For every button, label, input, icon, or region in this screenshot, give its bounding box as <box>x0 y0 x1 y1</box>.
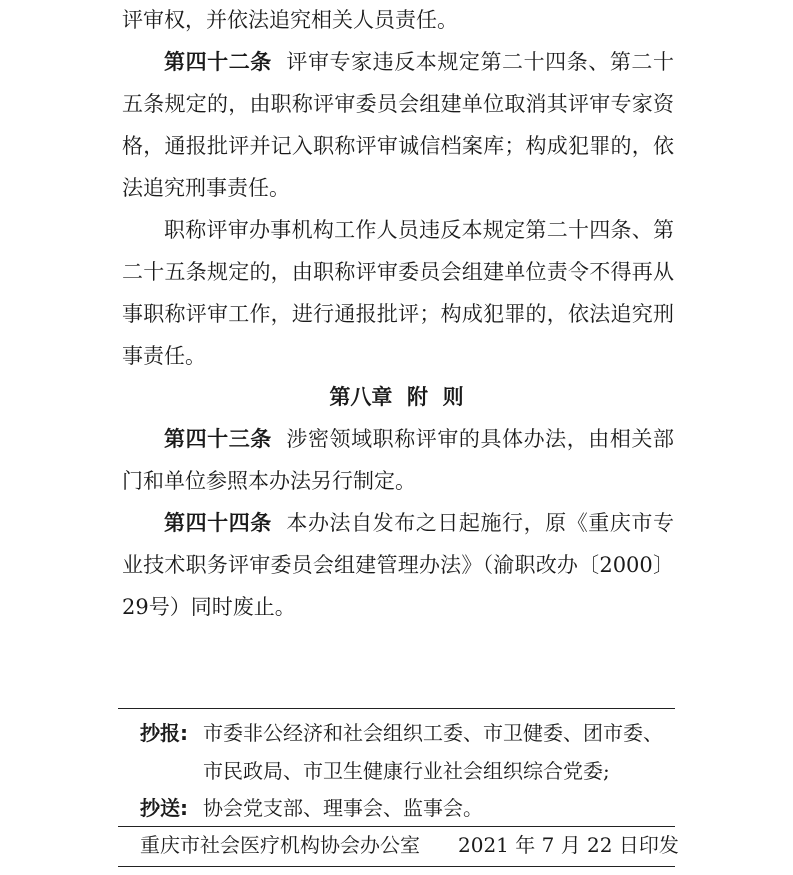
article-44-line-1 <box>164 509 674 537</box>
article-43-line-2: 门和单位参照本办法另行制定。 <box>122 469 416 493</box>
staff-paragraph-line-1: 职称评审办事机构工作人员违反本规定第二十四条、第 <box>164 218 674 242</box>
article-42-label: 第四十二条 <box>164 50 272 74</box>
staff-paragraph-line-3: 事职称评审工作，进行通报批评；构成犯罪的，依法追究刑 <box>122 302 674 326</box>
article-43-line-1 <box>164 425 674 453</box>
article-44-text-1: 本办法自发布之日起施行，原《重庆市专 <box>285 511 675 535</box>
article-43-label: 第四十三条 <box>164 427 272 451</box>
chapter-8-heading: 第八章 附 则 <box>329 385 464 409</box>
cc-top-rule <box>118 708 675 709</box>
cc-send-line-1: 协会党支部、理事会、监事会。 <box>203 796 483 820</box>
issue-date: 2021 年 7 月 22 日印发 <box>458 833 679 857</box>
article-42-line-1 <box>164 48 674 76</box>
article-42-line-4: 法追究刑事责任。 <box>122 176 290 200</box>
issuer-organization: 重庆市社会医疗机构协会办公室 <box>140 833 420 857</box>
cc-report-line-2: 市民政局、市卫生健康行业社会组织综合党委; <box>203 759 610 783</box>
staff-paragraph-line-2: 二十五条规定的，由职称评审委员会组建单位责令不得再从 <box>122 260 674 284</box>
article-44-line-3: 29号）同时废止。 <box>122 595 296 619</box>
article-42-text-1: 评审专家违反本规定第二十四条、第二十 <box>285 50 675 74</box>
article-43-text-1: 涉密领域职称评审的具体办法，由相关部 <box>285 427 675 451</box>
cc-send-label: 抄送: <box>140 796 188 820</box>
staff-paragraph-line-4: 事责任。 <box>122 344 206 368</box>
article-44-label: 第四十四条 <box>164 511 272 535</box>
cc-report-line-1: 市委非公经济和社会组织工委、市卫健委、团市委、 <box>203 721 663 745</box>
article-42-line-3: 格，通报批评并记入职称评审诚信档案库；构成犯罪的，依 <box>122 134 674 158</box>
prev-article-tail: 评审权，并依法追究相关人员责任。 <box>122 8 458 32</box>
cc-report-label: 抄报: <box>140 721 188 745</box>
article-44-line-2: 业技术职务评审委员会组建管理办法》（渝职改办〔2000〕 <box>122 553 674 577</box>
footer-bottom-rule <box>118 866 675 867</box>
footer-top-rule <box>118 826 675 827</box>
article-42-line-2: 五条规定的，由职称评审委员会组建单位取消其评审专家资 <box>122 92 674 116</box>
